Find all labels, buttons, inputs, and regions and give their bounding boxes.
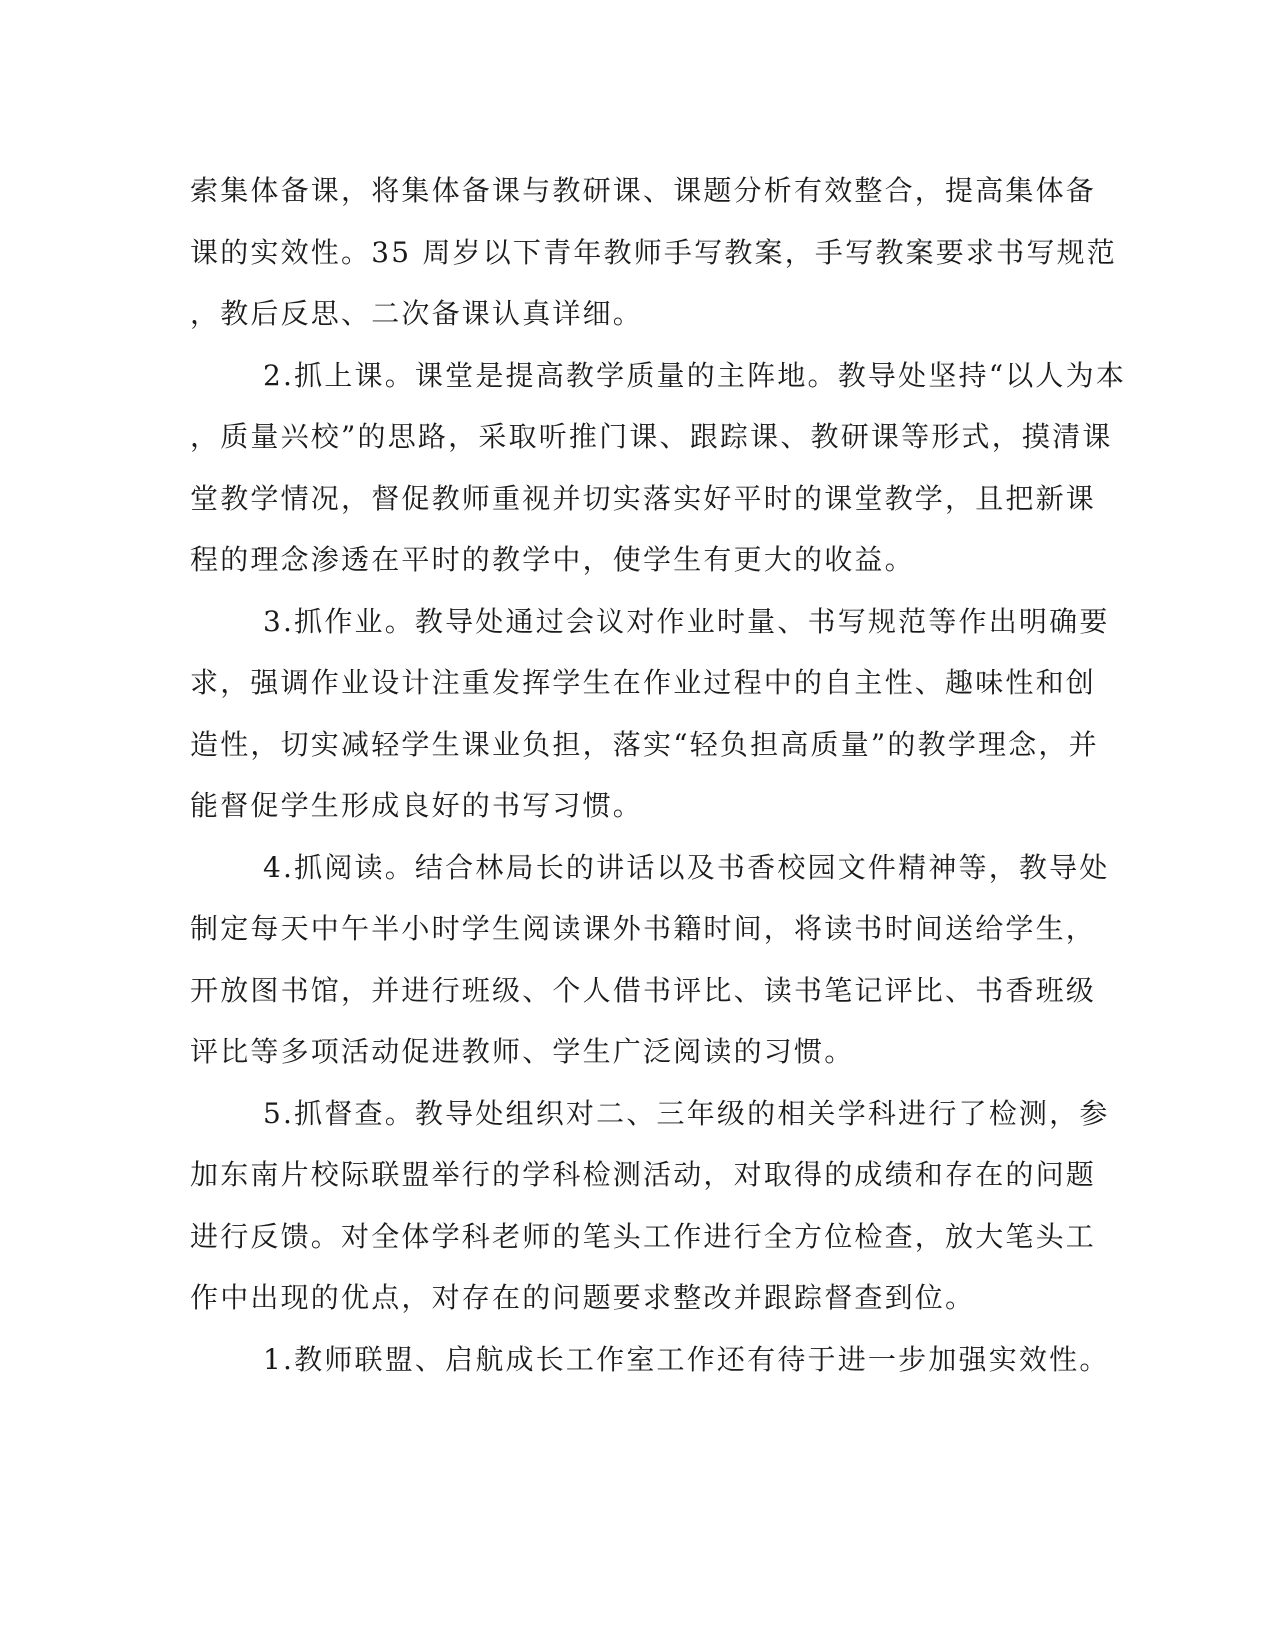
text-line: ，教后反思、二次备课认真详细。 xyxy=(190,297,644,330)
paragraph-start-line: 3.抓作业。教导处通过会议对作业时量、书写规范等作出明确要 xyxy=(263,604,1110,638)
document-body xyxy=(190,160,1127,1390)
text-line: 求，强调作业设计注重发挥学生在作业过程中的自主性、趣味性和创 xyxy=(190,666,1097,699)
text-line: 索集体备课，将集体备课与教研课、课题分析有效整合，提高集体备 xyxy=(190,174,1097,207)
paragraph-start-line: 1.教师联盟、启航成长工作室工作还有待于进一步加强实效性。 xyxy=(263,1342,1110,1376)
paragraph-start-line: 4.抓阅读。结合林局长的讲话以及书香校园文件精神等，教导处 xyxy=(263,850,1110,884)
text-line: 开放图书馆，并进行班级、个人借书评比、读书笔记评比、书香班级 xyxy=(190,973,1097,1007)
text-line: 制定每天中午半小时学生阅读课外书籍时间，将读书时间送给学生， xyxy=(190,912,1097,945)
text-line: 加东南片校际联盟举行的学科检测活动，对取得的成绩和存在的问题 xyxy=(190,1158,1097,1191)
text-line: 进行反馈。对全体学科老师的笔头工作进行全方位检查，放大笔头工 xyxy=(190,1219,1097,1253)
text-line: 造性，切实减轻学生课业负担，落实“轻负担高质量”的教学理念，并 xyxy=(190,727,1099,761)
text-line: ，质量兴校”的思路，采取听推门课、跟踪课、教研课等形式，摸清课 xyxy=(190,420,1113,453)
text-line: 评比等多项活动促进教师、学生广泛阅读的习惯。 xyxy=(190,1035,855,1068)
text-line: 程的理念渗透在平时的教学中，使学生有更大的收益。 xyxy=(190,543,915,576)
text-line: 能督促学生形成良好的书写习惯。 xyxy=(190,789,644,822)
text-line: 作中出现的优点，对存在的问题要求整改并跟踪督查到位。 xyxy=(190,1281,976,1314)
paragraph-start-line: 2.抓上课。课堂是提高教学质量的主阵地。教导处坚持“以人为本 xyxy=(263,358,1127,392)
text-line: 课的实效性。35 周岁以下青年教师手写教案，手写教案要求书写规范 xyxy=(190,235,1117,269)
text-line: 堂教学情况，督促教师重视并切实落实好平时的课堂教学，且把新课 xyxy=(190,481,1097,515)
paragraph-start-line: 5.抓督查。教导处组织对二、三年级的相关学科进行了检测，参 xyxy=(263,1096,1110,1130)
